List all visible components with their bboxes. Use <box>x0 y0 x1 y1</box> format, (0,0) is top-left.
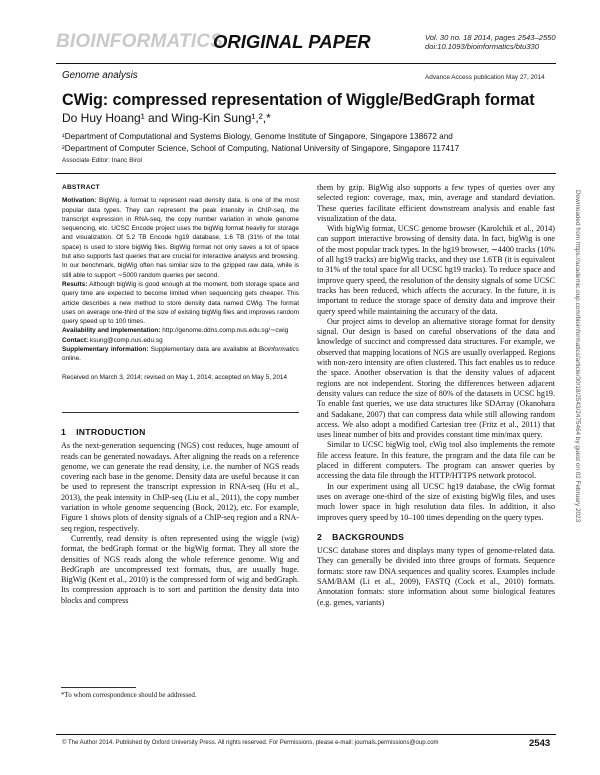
abstract-heading: ABSTRACT <box>62 184 100 191</box>
supplementary-label: Supplementary information: <box>62 346 149 354</box>
affiliation-2: ²Department of Computer Science, School of Computing, National University of Singapore, Singapore 117417 <box>62 144 460 153</box>
availability-label: Availability and implementation: <box>62 327 161 335</box>
abstract-supplementary <box>62 345 299 364</box>
header-rule <box>56 63 556 64</box>
intro-paragraph-1: As the next-generation sequencing (NGS) cost reduces, huge amount of reads can be generated nowadays. After aligning the reads on a reference genome, we can generate the read density, i.e. the number of NGS reads covering each base in the genome. Density data are useful because it can be used to represent the transcript expression in RNA-seq (Hu et al., 2013), the peak intensity in ChIP-seq (Liu et al., 2011), the copy number variation in whole genome sequencing (Bock, 2012), etc. For example, Figure 1 shows plots of density signals of a ChIP-seq region and a RNA-seq region, respectively. <box>61 441 299 533</box>
authors: Do Huy Hoang¹ and Wing-Kin Sung¹,²,* <box>62 111 271 125</box>
contact-email[interactable]: ksung@comp.nus.edu.sg <box>89 336 163 344</box>
left-column <box>61 427 299 606</box>
intro-title: INTRODUCTION <box>76 427 146 437</box>
journal-name: BIOINFORMATICS <box>56 31 224 52</box>
supplementary-post: online. <box>62 355 81 363</box>
download-note <box>571 190 583 760</box>
results-label: Results: <box>62 280 88 288</box>
article-title: CWig: compressed representation of Wiggle/BedGraph format <box>62 91 535 109</box>
intro-paragraph-7: In our experiment using all UCSC hg19 database, the cWig format uses on average one-third of the size of existing bigWig files, and uses much lower space in high resolution data files. In addition, it also improves query speed by 10–100 times depending on the query types. <box>317 481 555 522</box>
intro-paragraph-2: Currently, read density is often represented using the wiggle (wig) format, the bedGraph format or the bigWig format. They all store the densities of NGS reads along the whole reference genome. Wig and BedGraph are uncompressed text formats, thus, are usually huge. BigWig (Kent et al., 2010) is the compressed form of wig and bedGraph. Its compression approach is to sort and partition the density data into blocks and compress <box>61 533 299 605</box>
background-paragraph-1: UCSC database stores and displays many types of genome-related data. They can generally be divided into three groups of formats. Sequence formats: store raw DNA sequences and quality scores. Examples include SAM/BAM (Li et al., 2009), FASTQ (Cock et al., 2010) formats. Annotation formats: store information about some biological features (e.g. genes, variants) <box>317 546 555 607</box>
motivation-text: BigWig, a format to represent read density data, is one of the most popular data types. They can represent the peak intensity in ChIP-seq, the transcript expression in RNA-seq, the copy number variation in whole genome sequencing, etc. UCSC Encode project uses the bigWig format heavily for storage and visualization. Of 5.2 TB Encode hg19 database, 1.6 TB (31% of the total space) is used to store bigWig files. BigWig format not only saves a lot of space but also supports fast queries that are crucial for interactive analysis and browsing. In our benchmark, bigWig often has similar size to the gzipped raw data, while is still able to support ∼5000 random queries per second. <box>62 197 299 279</box>
page-number: 2543 <box>529 738 551 749</box>
background-number: 2 <box>317 531 323 542</box>
footnote-rule <box>61 687 136 688</box>
doi-line[interactable]: doi:10.1093/bioinformatics/btu330 <box>425 42 539 52</box>
availability-link[interactable]: http://genome.ddns.comp.nus.edu.sg/∼cwig <box>162 327 289 335</box>
supplementary-pre: Supplementary data are available at <box>150 346 257 354</box>
results-text: Although bigWig is good enough at the moment, both storage space and query time are expected to become limited when sequencing gets cheaper. This article describes a new method to store density data named CWig. The format uses on average one-third of the size of existing bigWig files and improves random query speed up to 100 times. <box>62 280 300 326</box>
intro-number: 1 <box>61 427 67 437</box>
affiliation-1: ¹Department of Computational and Systems Biology, Genome Institute of Singapore, Singapore 138672 and <box>62 132 453 141</box>
section-label: ORIGINAL PAPER <box>213 31 371 52</box>
top-rule <box>56 173 556 174</box>
intro-paragraph-3: them by gzip. BigWig also supports a few types of queries over any selected region: coverage, max, min, average and standard deviation. These queries facilitate efficient downstream analysis and enable fast visualization of the data. <box>317 183 555 223</box>
abstract-results <box>62 280 299 326</box>
supplementary-journal: Bioinformatics <box>258 346 299 354</box>
abstract-contact <box>62 336 299 345</box>
download-note-text[interactable]: Downloaded from https://academic.oup.com/bioinformatics/article/30/18/2543/2475464 by guest on 02 February 2023 <box>574 190 581 523</box>
abstract <box>62 183 299 382</box>
intro-paragraph-4: With bigWig format, UCSC genome browser (Karolchik et al., 2014) can support interactive browsing of density data. In fact, bigWig is one of the most popular track types. In the hg19 browser, ∼4400 tracks (10% of all hg19 tracks) are bigWig tracks, and they use 1.6TB (it is equivalent to 31% of the total space for all UCSC hg19 tracks). To reduce space and improve query speed, the resolution of the density signals of some UCSC tracks has been reduced, which affects the accuracy. In the future, it is important to reduce the storage space of density data and improve their query speed while maintaining the accuracy of the data. <box>317 224 555 316</box>
volume-info <box>425 33 556 51</box>
received-dates: Received on March 3, 2014; revised on May 1, 2014; accepted on May 5, 2014 <box>62 373 288 381</box>
right-column <box>317 183 555 608</box>
abstract-motivation <box>62 196 299 280</box>
motivation-label: Motivation: <box>62 197 97 205</box>
abstract-rule <box>62 412 299 413</box>
contact-label: Contact: <box>62 336 89 344</box>
intro-paragraph-5: Our project aims to develop an alternative storage format for density signal. Our design is based on careful observations of the data and knowledge of succinct and compressed data structures. For example, we observed that mapping locations of NGS are usually overlapped. Regions with non-zero intensity are often clustered. This fact enables us to reduce the space. Another observation is that the density values of adjacent regions are not independent. Storing the differences between adjacent density values can reduce the size of 80% of the datasets in UCSC hg19. To enable fast queries, we use data structures like SDArray (Okanohara and Sadakane, 2007) that can compress data while still allowing random access. We also adopt a modified Cartesian tree (Fritz et al., 2011) that uses linear number of bits and provides constant time min/max query. <box>317 316 555 440</box>
category-label: Genome analysis <box>62 70 138 81</box>
intro-paragraph-6: Similar to UCSC bigWig tool, cWig tool also implements the remote file access feature. In this feature, the program and the data file can be placed in different computers. The program can answer queries by accessing the data file through the HTTP/HTTPS network protocol. <box>317 440 555 481</box>
background-title: BACKGROUNDS <box>332 531 405 542</box>
abstract-availability <box>62 326 299 335</box>
intro-heading <box>61 427 299 437</box>
associate-editor: Associate Editor: Inanc Birol <box>62 157 142 164</box>
volume-line: Vol. 30 no. 18 2014, pages 2543–2550 <box>425 33 556 42</box>
footer-rule <box>56 734 556 735</box>
access-label: Advance Access publication May 27, 2014 <box>425 74 545 81</box>
background-heading <box>317 532 555 542</box>
footnote: *To whom correspondence should be addressed. <box>61 691 197 699</box>
copyright: © The Author 2014. Published by Oxford University Press. All rights reserved. For Permissions, please e-mail: journals.permissions@oup.com <box>62 740 439 746</box>
